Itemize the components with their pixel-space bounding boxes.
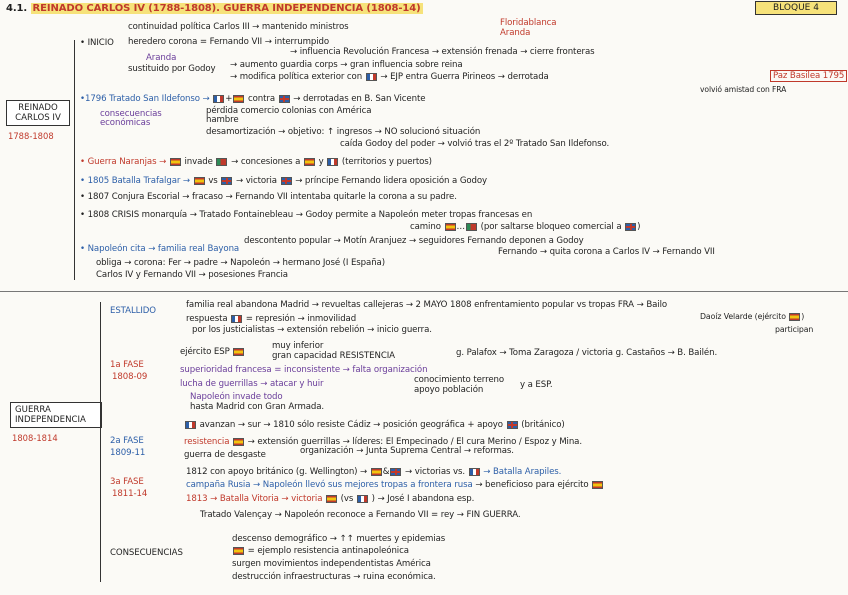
s2-f3b-text: campaña Rusia → Napoleón llevó sus mejores tropas a frontera rusa xyxy=(186,480,473,490)
s1-line14: • Napoleón cita → familia real Bayona xyxy=(80,244,240,254)
s2-f3b1: → beneficioso para ejército xyxy=(475,480,589,490)
s2-e3: por los justicialistas → extensión rebelión → inicio guerra. xyxy=(192,325,432,335)
s2-e1c: participan xyxy=(775,325,814,334)
fase3-years: 1811-14 xyxy=(112,489,148,499)
s2-f2b1: → extensión guerrillas → líderes: El Empecinado / El cura Merino / Espoz y Mina. xyxy=(247,437,582,447)
s2-f3a1: → victorias vs. xyxy=(405,467,465,477)
s2-c3: surgen movimientos independentistas América xyxy=(232,559,431,569)
fase1-label: 1a FASE xyxy=(110,360,144,370)
fase3-label: 3a FASE xyxy=(110,477,144,487)
s2-f1e: hasta Madrid con Gran Armada. xyxy=(190,402,325,412)
s2-c2-text: = ejemplo resistencia antinapoleónica xyxy=(247,546,409,556)
s2-f3a-text: 1812 con apoyo británico (g. Wellington) → xyxy=(186,467,368,477)
flag-spain-icon xyxy=(371,468,382,476)
bloque-badge: BLOQUE 4 xyxy=(755,1,837,15)
flag-portugal-icon xyxy=(466,223,477,231)
s2-f1c: lucha de guerrillas → atacar y huir xyxy=(180,379,324,389)
s1-line10-text: • 1805 Batalla Trafalgar → xyxy=(80,176,191,186)
s2-f1a1: muy inferior xyxy=(272,341,324,351)
section2-brace xyxy=(100,302,101,582)
s1-line10c: → victoria xyxy=(235,176,277,186)
s2-f3a2: → Batalla Arapiles. xyxy=(483,467,562,477)
s2-f3c2: ) → José I abandona esp. xyxy=(371,494,475,504)
fase2-label: 2a FASE xyxy=(110,436,144,446)
s1-line9e: (territorios y puertos) xyxy=(341,157,432,167)
fase1-years: 1808-09 xyxy=(112,372,148,382)
consecuencias-label: CONSECUENCIAS xyxy=(110,548,183,558)
s1-line9 xyxy=(80,157,432,167)
flag-uk-icon xyxy=(281,177,292,185)
s2-f1d: Napoleón invade todo xyxy=(190,392,283,402)
s2-f3d: Tratado Valençay → Napoleón reconoce a Fernando VII = rey → FIN GUERRA. xyxy=(200,510,521,520)
flag-spain-icon xyxy=(592,481,603,489)
s1-line12b-text: camino xyxy=(410,222,441,232)
section-divider xyxy=(0,291,848,292)
s1-line12c: (por saltarse bloqueo comercial a xyxy=(480,222,622,232)
s2-c1: descenso demográfico → ↑↑ muertes y epidemias xyxy=(232,534,446,544)
s2-e1b-text: Daoíz Velarde (ejército xyxy=(700,312,786,321)
flag-spain-icon xyxy=(233,348,244,356)
s1-line9b: invade xyxy=(184,157,213,167)
s1-line8e: desamortización → objetivo: ↑ ingresos → NO solucionó situación xyxy=(206,127,481,137)
s1-line10b: vs xyxy=(208,176,218,186)
s2-f2b-text: resistencia xyxy=(184,437,230,447)
flag-france-icon xyxy=(366,73,377,81)
s1-line13: descontento popular → Motín Aranjuez → seguidores Fernando deponen a Godoy xyxy=(244,236,584,246)
s2-f2a1: (británico) xyxy=(521,420,565,430)
s1-line12: • 1808 CRISIS monarquía → Tratado Fontainebleau → Godoy permite a Napoleón meter tropas francesas en xyxy=(80,210,533,220)
s2-f3c-text: 1813 → Batalla Vitoria → victoria xyxy=(186,494,323,504)
title-text: REINADO CARLOS IV (1788-1808). GUERRA INDEPENDENCIA (1808-14) xyxy=(32,3,421,14)
guerra-years: 1808-1814 xyxy=(12,433,58,443)
s2-c4: destrucción infraestructuras → ruina económica. xyxy=(232,572,436,582)
s2-f3a: 1812 con apoyo británico (g. Wellington) → & → victorias vs. → Batalla Arapiles. xyxy=(186,467,562,477)
s1-line8a: consecuencias xyxy=(100,109,162,119)
flag-spain-icon xyxy=(445,223,456,231)
flag-france-icon xyxy=(327,158,338,166)
s1-line1: continuidad política Carlos III → mantenido ministros xyxy=(128,22,349,32)
page-title xyxy=(6,4,423,14)
inicio-label: • INICIO xyxy=(80,38,114,48)
s1-line10 xyxy=(80,176,487,186)
fase2-years: 1809-11 xyxy=(110,448,146,458)
s2-f1c3: y a ESP. xyxy=(520,380,553,390)
flag-france-icon xyxy=(469,468,480,476)
estallido-label: ESTALLIDO xyxy=(110,306,156,316)
s1-line3: → influencia Revolución Francesa → extensión frenada → cierre fronteras xyxy=(290,47,595,57)
s2-f2a xyxy=(184,420,565,430)
flag-france-icon xyxy=(213,95,224,103)
s2-f1c2: apoyo población xyxy=(414,385,484,395)
flag-spain-icon xyxy=(194,177,205,185)
s2-f3c1: (vs xyxy=(340,494,354,504)
flag-france-icon xyxy=(185,421,196,429)
s1-line2: heredero corona = Fernando VII → interrumpido xyxy=(128,37,330,47)
flag-france-icon xyxy=(231,315,242,323)
flag-spain-icon xyxy=(326,495,337,503)
s1-line6d: volvió amistad con FRA xyxy=(700,85,787,94)
s2-e1b: Daoíz Velarde (ejército ) xyxy=(700,312,805,321)
s1-line6 xyxy=(230,72,549,82)
s2-e1: familia real abandona Madrid → revueltas callejeras → 2 MAYO 1808 enfrentamiento popular vs tropas FRA → Bailo xyxy=(186,300,668,310)
s1-line7c: → derrotadas en B. San Vicente xyxy=(293,94,426,104)
s2-f2c: guerra de desgaste xyxy=(184,450,266,460)
s1-line7b: contra xyxy=(248,94,275,104)
s1-line8c: pérdida comercio colonias con América xyxy=(206,106,372,116)
s1-line15: obliga → corona: Fer → padre → Napoleón → hermano José (I España) xyxy=(96,258,385,268)
s1-line7-text: •1796 Tratado San Ildefonso → xyxy=(80,94,210,104)
s1-line9d: y xyxy=(318,157,324,167)
flag-spain-icon xyxy=(170,158,181,166)
s1-line1b: Floridablanca xyxy=(500,18,557,28)
s2-e2 xyxy=(186,314,356,324)
s2-e2b: = represión → inmovilidad xyxy=(245,314,357,324)
s1-line16: Carlos IV y Fernando VII → posesiones Francia xyxy=(96,270,288,280)
flag-spain-icon xyxy=(789,313,800,321)
s1-line11: • 1807 Conjura Escorial → fracaso → Fernando VII intentaba quitarle la corona a su padre. xyxy=(80,192,457,202)
flag-uk-icon xyxy=(279,95,290,103)
s1-line1c: Aranda xyxy=(500,28,531,38)
flag-uk-icon xyxy=(221,177,232,185)
s2-f1a xyxy=(180,347,245,357)
s2-f1a-text: ejército ESP xyxy=(180,347,230,357)
s1-line13b: Fernando → quita corona a Carlos IV → Fernando VII xyxy=(498,247,715,257)
s2-f1c1: conocimiento terreno xyxy=(414,375,505,385)
flag-spain-icon xyxy=(233,438,244,446)
paz-basilea: Paz Basilea 1795 xyxy=(770,70,847,82)
reinado-years: 1788-1808 xyxy=(8,131,54,141)
flag-portugal-icon xyxy=(216,158,227,166)
s2-f3c xyxy=(186,494,474,504)
s1-line8f: caída Godoy del poder → volvió tras el 2º Tratado San Ildefonso. xyxy=(340,139,610,149)
s1-line3b: Aranda xyxy=(146,53,177,63)
s1-line5: → aumento guardia corps → gran influencia sobre reina xyxy=(230,60,463,70)
title-number: 4.1. xyxy=(6,3,28,14)
s2-f2c1: organización → Junta Suprema Central → reformas. xyxy=(300,446,514,456)
s1-line9c: → concesiones a xyxy=(231,157,301,167)
s1-line8b: económicas xyxy=(100,118,151,128)
flag-uk-icon xyxy=(390,468,401,476)
section-box-reinado: REINADO CARLOS IV xyxy=(6,100,70,126)
section-box-guerra: GUERRA INDEPENDENCIA xyxy=(10,402,102,428)
s1-line4: sustituido por Godoy xyxy=(128,64,216,74)
s1-line7: •1796 Tratado San Ildefonso → + contra → derrotadas en B. San Vicente xyxy=(80,94,426,104)
s1-line6b: → EJP entra Guerra Pirineos → derrotada xyxy=(380,72,549,82)
s1-line8d: hambre xyxy=(206,115,239,125)
flag-uk-icon xyxy=(625,223,636,231)
s2-e2-text: respuesta xyxy=(186,314,228,324)
flag-uk-icon xyxy=(507,421,518,429)
s2-c2 xyxy=(232,546,409,556)
s2-f1a2: gran capacidad RESISTENCIA xyxy=(272,351,395,361)
s1-line9-text: • Guerra Naranjas → xyxy=(80,157,167,167)
flag-france-icon xyxy=(357,495,368,503)
s1-line12b: camino … (por saltarse bloqueo comercial a ) xyxy=(410,222,641,232)
s2-f2a-text: avanzan → sur → 1810 sólo resiste Cádiz → posición geográfica + apoyo xyxy=(199,420,503,430)
s2-f1a3: g. Palafox → Toma Zaragoza / victoria g. Castaños → B. Bailén. xyxy=(456,348,718,358)
s1-line6-text: → modifica política exterior con xyxy=(230,72,363,82)
section1-brace xyxy=(74,40,75,280)
flag-spain-icon xyxy=(233,547,244,555)
flag-spain-icon xyxy=(233,95,244,103)
flag-spain-icon xyxy=(304,158,315,166)
s2-f3b xyxy=(186,480,604,490)
s1-line10d: → príncipe Fernando lidera oposición a Godoy xyxy=(295,176,488,186)
s2-f1b: superioridad francesa = inconsistente → falta organización xyxy=(180,365,428,375)
